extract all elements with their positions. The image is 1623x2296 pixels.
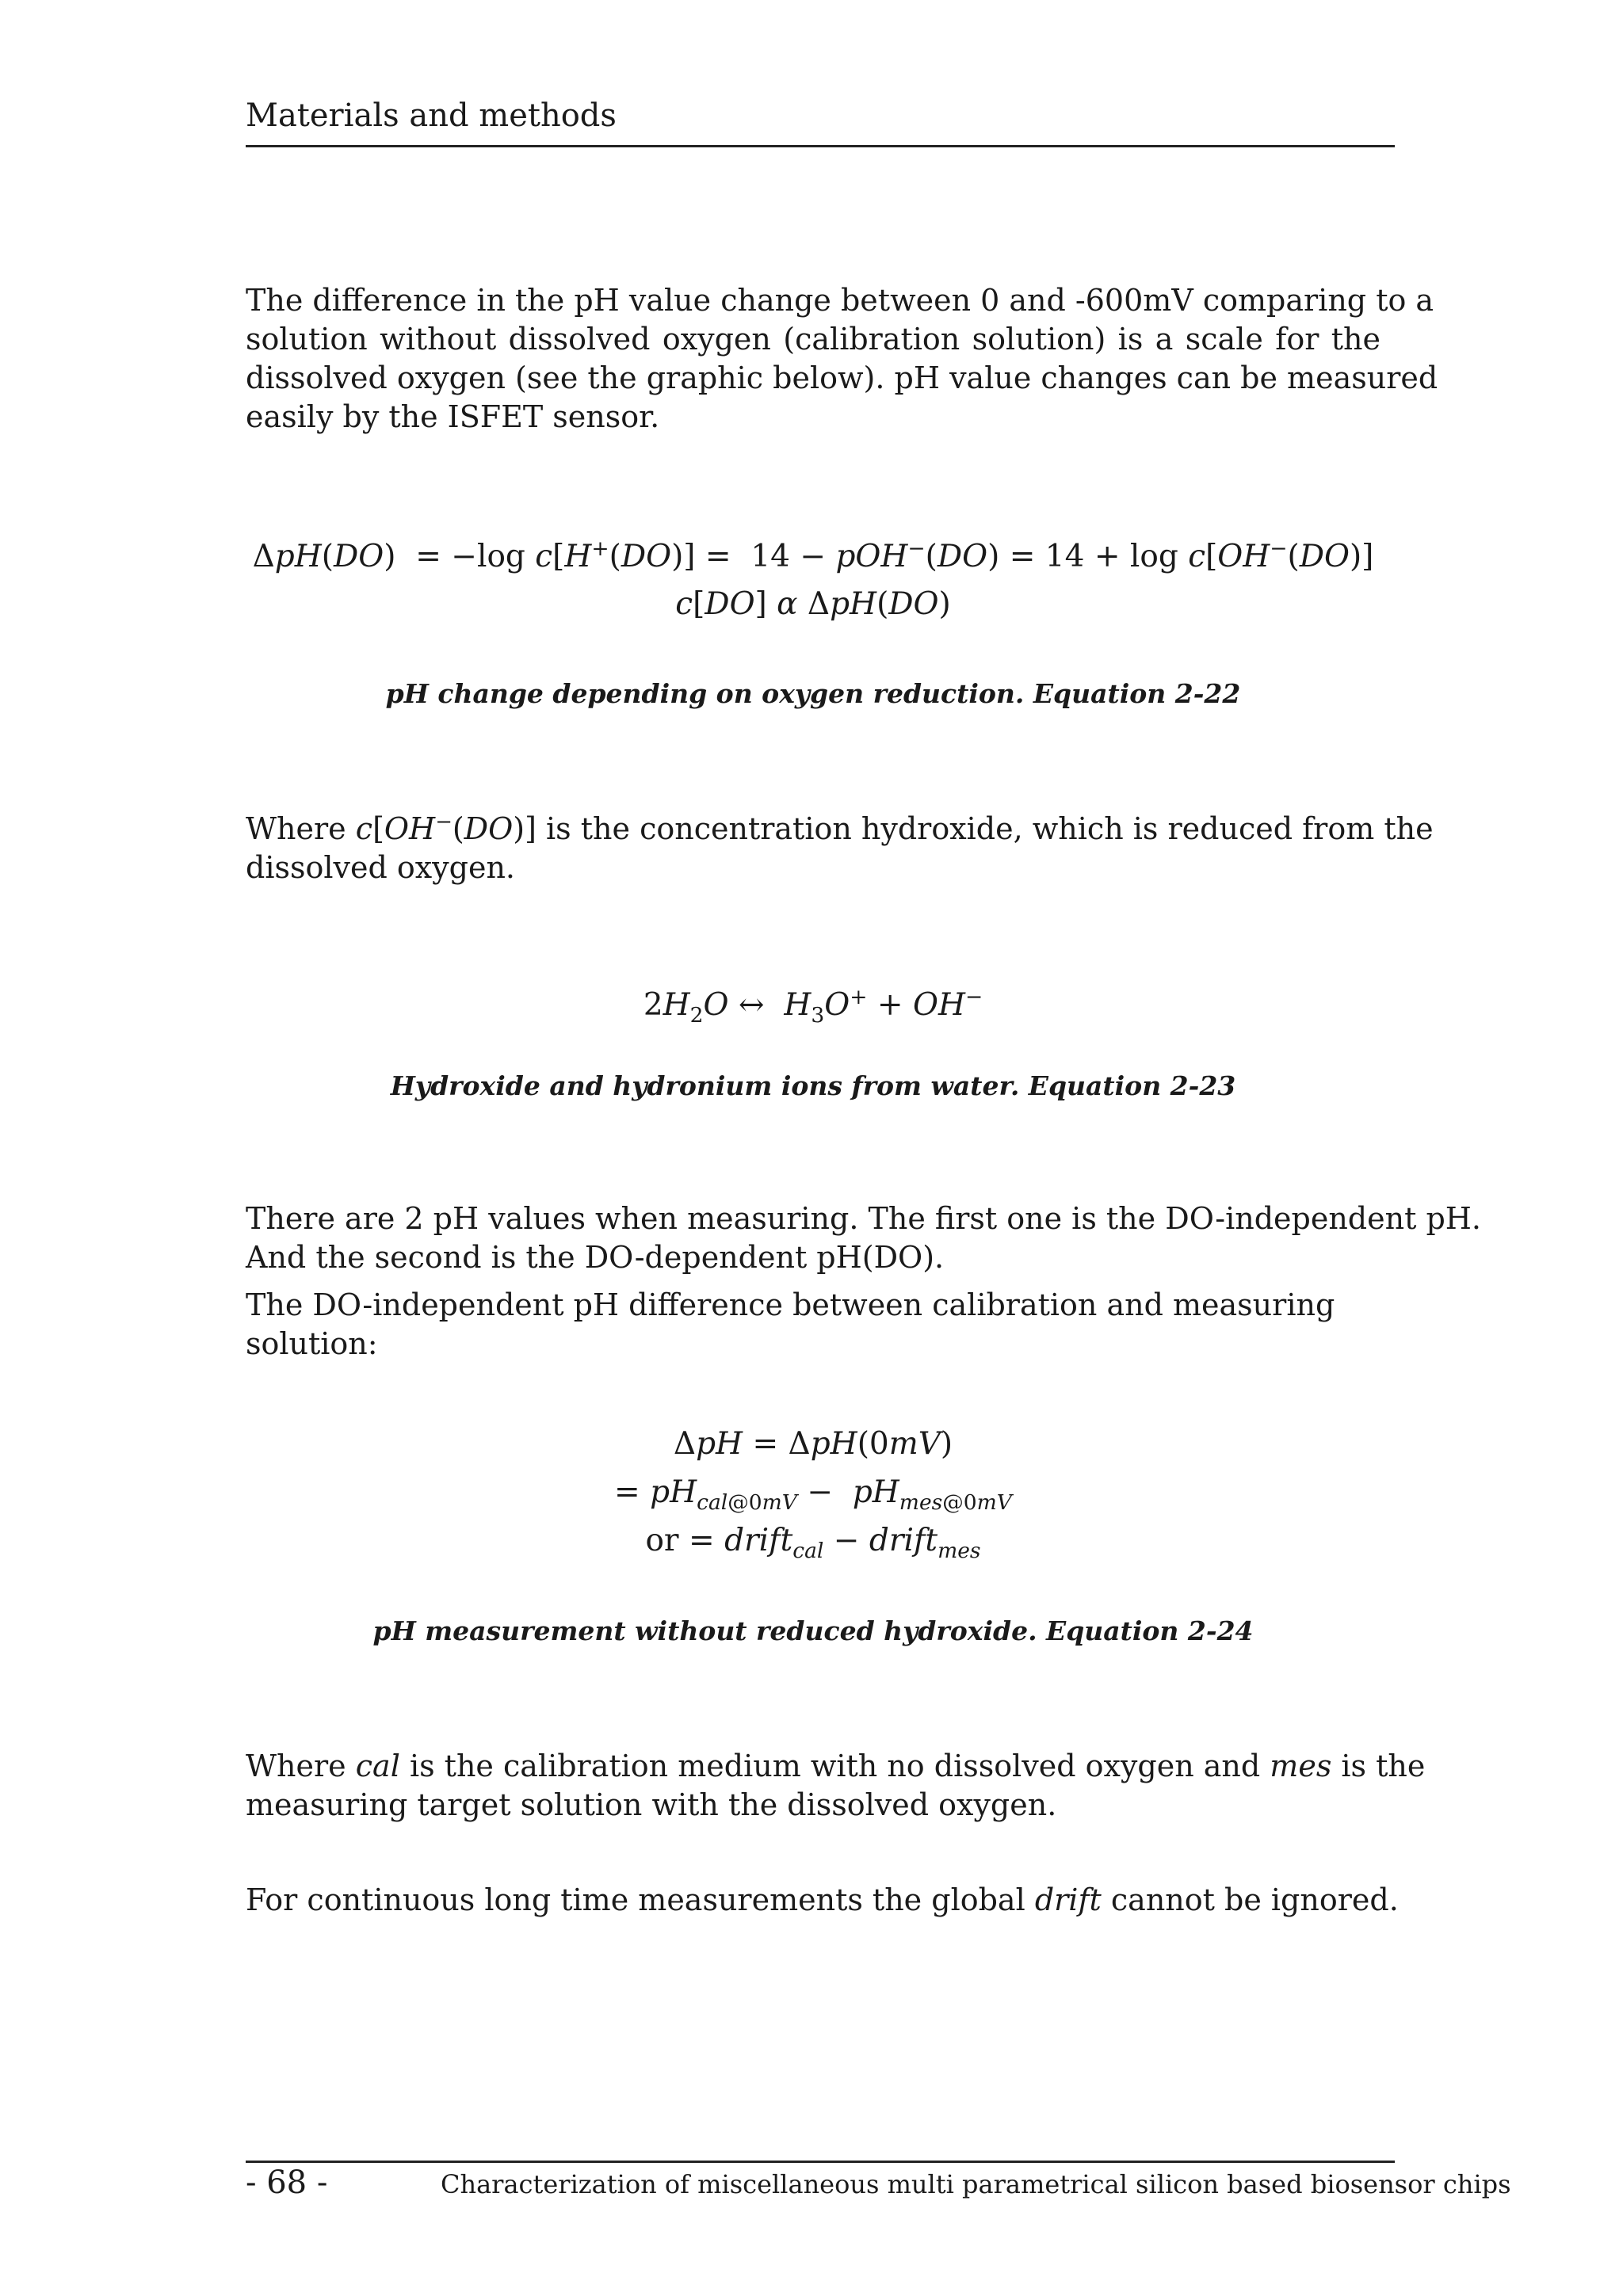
where-line-2: dissolved oxygen. [246, 850, 516, 885]
intro-line-1: The difference in the pH value change between 0 and -600mV comparing to a [246, 283, 1434, 318]
where-paragraph-cal-mes [246, 1747, 1426, 1825]
where-cal-line-2: measuring target solution with the dissolved oxygen. [246, 1787, 1057, 1822]
footer-rule [246, 2161, 1395, 2163]
caption-equation-2-22: pH change depending on oxygen reduction. Equation 2-22 [385, 678, 1241, 709]
header-rule [246, 145, 1395, 147]
caption-equation-2-24: pH measurement without reduced hydroxide. Equation 2-24 [372, 1615, 1254, 1646]
caption-equation-2-23: Hydroxide and hydronium ions from water. Equation 2-23 [390, 1070, 1236, 1101]
equation-2-23: $2H_2O$ ↔ $H_3O^+ + OH^-$ [643, 985, 983, 1028]
intro-line-4: easily by the ISFET sensor. [246, 399, 660, 434]
measuring-line-2: And the second is the DO-dependent pH(DO). [246, 1240, 945, 1275]
where-cal-line-1: Where cal is the calibration medium with no dissolved oxygen and mes is the [246, 1749, 1426, 1783]
equation-2-22-line-2: c[DO] α ΔpH(DO) [675, 586, 951, 622]
footer-book-title: Characterization of miscellaneous multi parametrical silicon based biosensor chips [441, 2169, 1511, 2199]
equation-2-24-line-1: ΔpH = ΔpH(0mV) [673, 1426, 953, 1462]
intro-line-3: dissolved oxygen (see the graphic below). pH value changes can be measured [246, 360, 1438, 395]
measuring-paragraph [246, 1199, 1481, 1277]
running-header: Materials and methods [246, 97, 617, 134]
intro-line-2: solution without dissolved oxygen (calibration solution) is a scale for the [246, 322, 1381, 357]
equation-2-24-line-2: = $pH_{cal@0mV} - pH_{mes@0mV}$ [614, 1474, 1012, 1515]
where-line-1: Where c[OH−(DO)] is the concentration hydroxide, which is reduced from the [246, 810, 1434, 846]
drift-paragraph: For continuous long time measurements the global drift cannot be ignored. [246, 1882, 1399, 1917]
intro-paragraph [246, 281, 1438, 437]
equation-2-22-line-1: ΔpH(DO) = −log c[H+(DO)] = 14 − pOH−(DO) = 14 + log c[OH−(DO)] [252, 536, 1374, 574]
equation-2-24-line-3: or = drift$_{cal}$ − drift$_{mes}$ [645, 1523, 981, 1563]
page-number: - 68 - [246, 2164, 328, 2201]
where-paragraph-hydroxide [246, 810, 1434, 887]
measuring-line-3: The DO-independent pH difference between calibration and measuring solution: [246, 1287, 1335, 1361]
measuring-line-1: There are 2 pH values when measuring. The first one is the DO-independent pH. [246, 1201, 1481, 1236]
